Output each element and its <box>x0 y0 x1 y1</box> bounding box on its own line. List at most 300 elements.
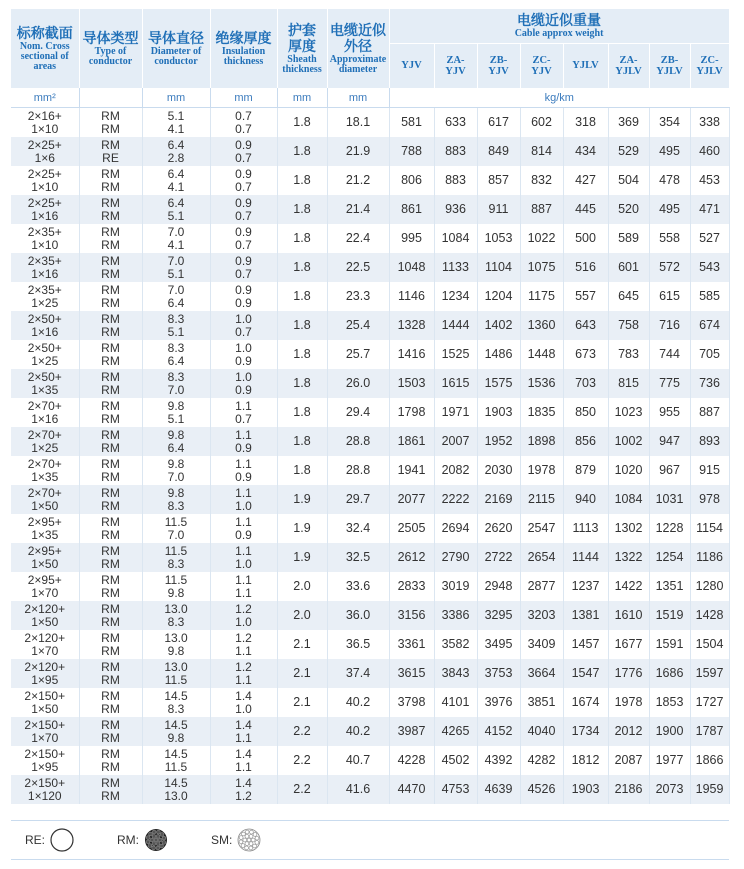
table-row <box>11 543 729 572</box>
cell-weight: 369 <box>608 108 649 138</box>
cell-type: RM RM <box>79 369 142 398</box>
cell-weight: 2694 <box>434 514 477 543</box>
cell-weight: 1504 <box>690 630 729 659</box>
cell-type: RM RM <box>79 485 142 514</box>
cell-area: 2×95+ 1×70 <box>11 572 79 601</box>
cell-weight: 1084 <box>608 485 649 514</box>
cell-area: 2×16+ 1×10 <box>11 108 79 138</box>
cell-cable-diameter: 32.5 <box>327 543 389 572</box>
cell-weight: 527 <box>690 224 729 253</box>
header-cable-weight: 电缆近似重量 Cable approx weight <box>389 9 729 43</box>
cell-weight: 783 <box>608 340 649 369</box>
cell-weight: 1402 <box>477 311 520 340</box>
cell-weight: 338 <box>690 108 729 138</box>
header-conductor-diameter: 导体直径 Diameter of conductor <box>142 9 210 88</box>
cell-weight: 1254 <box>649 543 690 572</box>
cell-weight: 516 <box>563 253 608 282</box>
header-weight-col: YJV <box>389 43 434 88</box>
cell-cable-diameter: 21.2 <box>327 166 389 195</box>
cell-cable-diameter: 37.4 <box>327 659 389 688</box>
cell-sheath: 2.2 <box>277 717 327 746</box>
table-row <box>11 659 729 688</box>
cell-weight: 633 <box>434 108 477 138</box>
cell-weight: 558 <box>649 224 690 253</box>
cell-weight: 4228 <box>389 746 434 775</box>
cell-weight: 887 <box>690 398 729 427</box>
cell-weight: 2654 <box>520 543 563 572</box>
cell-area: 2×70+ 1×50 <box>11 485 79 514</box>
cell-weight: 1084 <box>434 224 477 253</box>
cell-weight: 585 <box>690 282 729 311</box>
cell-weight: 4753 <box>434 775 477 804</box>
cell-weight: 3615 <box>389 659 434 688</box>
cell-weight: 1053 <box>477 224 520 253</box>
cell-sheath: 1.8 <box>277 137 327 166</box>
cell-weight: 2620 <box>477 514 520 543</box>
cell-weight: 318 <box>563 108 608 138</box>
cell-area: 2×35+ 1×16 <box>11 253 79 282</box>
table-row <box>11 427 729 456</box>
table-row <box>11 369 729 398</box>
cell-weight: 1978 <box>608 688 649 717</box>
cell-weight: 861 <box>389 195 434 224</box>
cell-weight: 1959 <box>690 775 729 804</box>
cell-cable-diameter: 26.0 <box>327 369 389 398</box>
cell-sheath: 1.8 <box>277 311 327 340</box>
cell-diameter: 13.0 11.5 <box>142 659 210 688</box>
cell-weight: 1610 <box>608 601 649 630</box>
table-row <box>11 224 729 253</box>
cell-type: RM RM <box>79 427 142 456</box>
cell-diameter: 11.5 8.3 <box>142 543 210 572</box>
cell-weight: 615 <box>649 282 690 311</box>
legend-re: RE: <box>25 821 75 859</box>
cell-weight: 2186 <box>608 775 649 804</box>
cell-weight: 850 <box>563 398 608 427</box>
cell-cable-diameter: 29.4 <box>327 398 389 427</box>
cell-diameter: 13.0 8.3 <box>142 601 210 630</box>
cell-diameter: 14.5 11.5 <box>142 746 210 775</box>
cell-weight: 1776 <box>608 659 649 688</box>
cell-weight: 1941 <box>389 456 434 485</box>
cell-weight: 893 <box>690 427 729 456</box>
table-row <box>11 688 729 717</box>
cell-weight: 883 <box>434 137 477 166</box>
table-row <box>11 340 729 369</box>
cell-weight: 1457 <box>563 630 608 659</box>
cell-weight: 1328 <box>389 311 434 340</box>
cell-weight: 617 <box>477 108 520 138</box>
cell-type: RM RM <box>79 108 142 138</box>
header-cable-diameter: 电缆近似 外径 Approximate diameter <box>327 9 389 88</box>
cell-weight: 504 <box>608 166 649 195</box>
cell-weight: 1798 <box>389 398 434 427</box>
cell-diameter: 7.0 4.1 <box>142 224 210 253</box>
cell-weight: 1903 <box>477 398 520 427</box>
cell-weight: 3495 <box>477 630 520 659</box>
cell-sheath: 2.1 <box>277 659 327 688</box>
cell-weight: 3987 <box>389 717 434 746</box>
cell-cable-diameter: 33.6 <box>327 572 389 601</box>
header-sheath-thickness: 护套 厚度 Sheath thickness <box>277 9 327 88</box>
cell-diameter: 9.8 7.0 <box>142 456 210 485</box>
cell-weight: 736 <box>690 369 729 398</box>
cell-weight: 775 <box>649 369 690 398</box>
cell-diameter: 5.1 4.1 <box>142 108 210 138</box>
cell-weight: 967 <box>649 456 690 485</box>
cell-cable-diameter: 40.2 <box>327 717 389 746</box>
cell-weight: 1898 <box>520 427 563 456</box>
header-nominal-area: 标称截面 Nom. Cross sectional of areas <box>11 9 79 88</box>
cell-diameter: 11.5 9.8 <box>142 572 210 601</box>
cell-cable-diameter: 28.8 <box>327 427 389 456</box>
cell-weight: 955 <box>649 398 690 427</box>
cell-weight: 2612 <box>389 543 434 572</box>
cell-area: 2×95+ 1×35 <box>11 514 79 543</box>
cell-weight: 1104 <box>477 253 520 282</box>
cell-weight: 1381 <box>563 601 608 630</box>
cell-weight: 2505 <box>389 514 434 543</box>
cell-type: RM RM <box>79 311 142 340</box>
table-row <box>11 485 729 514</box>
cell-weight: 3798 <box>389 688 434 717</box>
cell-area: 2×150+ 1×120 <box>11 775 79 804</box>
cell-type: RM RM <box>79 572 142 601</box>
cell-weight: 4265 <box>434 717 477 746</box>
cell-area: 2×150+ 1×70 <box>11 717 79 746</box>
cell-sheath: 1.9 <box>277 514 327 543</box>
cell-sheath: 1.8 <box>277 369 327 398</box>
unit-weight: kg/km <box>389 88 729 108</box>
cell-weight: 1734 <box>563 717 608 746</box>
cell-area: 2×150+ 1×50 <box>11 688 79 717</box>
cell-weight: 495 <box>649 137 690 166</box>
cell-weight: 1351 <box>649 572 690 601</box>
cell-weight: 602 <box>520 108 563 138</box>
cell-weight: 2030 <box>477 456 520 485</box>
stranded-compacted-conductor-icon <box>143 827 169 853</box>
cell-insulation: 1.0 0.9 <box>210 340 277 369</box>
cell-weight: 3295 <box>477 601 520 630</box>
header-weight-col: ZC- YJV <box>520 43 563 88</box>
cell-diameter: 6.4 4.1 <box>142 166 210 195</box>
header-insulation-thickness: 绝缘厚度 Insulation thickness <box>210 9 277 88</box>
cell-weight: 940 <box>563 485 608 514</box>
cell-type: RM RM <box>79 659 142 688</box>
cell-weight: 673 <box>563 340 608 369</box>
cell-area: 2×120+ 1×70 <box>11 630 79 659</box>
cell-weight: 1971 <box>434 398 477 427</box>
cell-weight: 857 <box>477 166 520 195</box>
cell-insulation: 1.4 1.1 <box>210 717 277 746</box>
cell-diameter: 14.5 13.0 <box>142 775 210 804</box>
cell-weight: 1075 <box>520 253 563 282</box>
cell-weight: 1903 <box>563 775 608 804</box>
cell-sheath: 2.1 <box>277 688 327 717</box>
unit-insulation: mm <box>210 88 277 108</box>
header-weight-col: ZA- YJLV <box>608 43 649 88</box>
table-row <box>11 137 729 166</box>
cell-weight: 716 <box>649 311 690 340</box>
cell-cable-diameter: 21.9 <box>327 137 389 166</box>
cell-weight: 3203 <box>520 601 563 630</box>
cell-weight: 978 <box>690 485 729 514</box>
cell-weight: 1525 <box>434 340 477 369</box>
cell-type: RM RM <box>79 398 142 427</box>
cell-weight: 814 <box>520 137 563 166</box>
cell-insulation: 1.0 0.9 <box>210 369 277 398</box>
cell-type: RM RM <box>79 166 142 195</box>
cell-weight: 1280 <box>690 572 729 601</box>
cell-area: 2×95+ 1×50 <box>11 543 79 572</box>
cell-weight: 1866 <box>690 746 729 775</box>
cell-weight: 3664 <box>520 659 563 688</box>
cell-weight: 1422 <box>608 572 649 601</box>
cell-weight: 3843 <box>434 659 477 688</box>
cell-weight: 3386 <box>434 601 477 630</box>
cell-area: 2×120+ 1×50 <box>11 601 79 630</box>
cell-sheath: 1.8 <box>277 166 327 195</box>
cell-weight: 1154 <box>690 514 729 543</box>
cell-weight: 4282 <box>520 746 563 775</box>
cell-weight: 1727 <box>690 688 729 717</box>
cell-area: 2×70+ 1×16 <box>11 398 79 427</box>
cell-weight: 3582 <box>434 630 477 659</box>
cell-weight: 703 <box>563 369 608 398</box>
cell-sheath: 1.8 <box>277 282 327 311</box>
cell-insulation: 1.1 1.0 <box>210 485 277 514</box>
cell-diameter: 8.3 6.4 <box>142 340 210 369</box>
solid-round-conductor-icon <box>49 827 75 853</box>
cell-weight: 705 <box>690 340 729 369</box>
cell-sheath: 2.2 <box>277 775 327 804</box>
cell-weight: 2222 <box>434 485 477 514</box>
cell-diameter: 8.3 5.1 <box>142 311 210 340</box>
conductor-legend <box>11 820 729 860</box>
cell-weight: 1048 <box>389 253 434 282</box>
table-row <box>11 601 729 630</box>
cell-weight: 2722 <box>477 543 520 572</box>
cell-weight: 453 <box>690 166 729 195</box>
cell-weight: 1853 <box>649 688 690 717</box>
cell-insulation: 1.0 0.7 <box>210 311 277 340</box>
cell-sheath: 1.8 <box>277 224 327 253</box>
cell-area: 2×70+ 1×25 <box>11 427 79 456</box>
cell-sheath: 1.8 <box>277 195 327 224</box>
cell-cable-diameter: 41.6 <box>327 775 389 804</box>
cell-insulation: 1.1 0.9 <box>210 456 277 485</box>
cell-weight: 572 <box>649 253 690 282</box>
table-row <box>11 456 729 485</box>
cell-weight: 1146 <box>389 282 434 311</box>
cell-insulation: 0.9 0.7 <box>210 224 277 253</box>
cell-insulation: 0.9 0.7 <box>210 137 277 166</box>
cell-weight: 1133 <box>434 253 477 282</box>
cell-sheath: 1.8 <box>277 108 327 138</box>
unit-diameter: mm <box>142 88 210 108</box>
cell-diameter: 6.4 2.8 <box>142 137 210 166</box>
cell-weight: 1575 <box>477 369 520 398</box>
cell-insulation: 1.1 0.9 <box>210 427 277 456</box>
cell-sheath: 1.8 <box>277 427 327 456</box>
table-row <box>11 253 729 282</box>
cell-insulation: 1.2 1.0 <box>210 601 277 630</box>
cell-weight: 1591 <box>649 630 690 659</box>
cell-type: RM RM <box>79 746 142 775</box>
cell-weight: 581 <box>389 108 434 138</box>
cell-insulation: 0.7 0.7 <box>210 108 277 138</box>
cell-weight: 2115 <box>520 485 563 514</box>
cell-cable-diameter: 29.7 <box>327 485 389 514</box>
cell-weight: 434 <box>563 137 608 166</box>
cell-weight: 3409 <box>520 630 563 659</box>
cell-weight: 1186 <box>690 543 729 572</box>
cell-weight: 4502 <box>434 746 477 775</box>
cell-cable-diameter: 21.4 <box>327 195 389 224</box>
cell-weight: 1835 <box>520 398 563 427</box>
cell-weight: 1597 <box>690 659 729 688</box>
cell-type: RM RM <box>79 456 142 485</box>
table-row <box>11 746 729 775</box>
cell-weight: 2790 <box>434 543 477 572</box>
cell-area: 2×50+ 1×25 <box>11 340 79 369</box>
cell-weight: 915 <box>690 456 729 485</box>
cell-weight: 1228 <box>649 514 690 543</box>
header-weight-col: YJLV <box>563 43 608 88</box>
cell-weight: 4101 <box>434 688 477 717</box>
cell-sheath: 1.8 <box>277 456 327 485</box>
cell-weight: 1360 <box>520 311 563 340</box>
unit-sheath: mm <box>277 88 327 108</box>
cell-weight: 2169 <box>477 485 520 514</box>
table-row <box>11 775 729 804</box>
cell-weight: 879 <box>563 456 608 485</box>
cell-insulation: 1.4 1.0 <box>210 688 277 717</box>
cell-insulation: 1.4 1.2 <box>210 775 277 804</box>
cell-diameter: 7.0 5.1 <box>142 253 210 282</box>
cell-cable-diameter: 40.2 <box>327 688 389 717</box>
cell-diameter: 13.0 9.8 <box>142 630 210 659</box>
cell-weight: 427 <box>563 166 608 195</box>
cell-weight: 4040 <box>520 717 563 746</box>
cell-sheath: 2.2 <box>277 746 327 775</box>
cell-weight: 788 <box>389 137 434 166</box>
cell-cable-diameter: 28.8 <box>327 456 389 485</box>
cell-weight: 1237 <box>563 572 608 601</box>
cell-weight: 1204 <box>477 282 520 311</box>
cell-area: 2×25+ 1×16 <box>11 195 79 224</box>
cell-weight: 744 <box>649 340 690 369</box>
header-weight-col: ZB- YJV <box>477 43 520 88</box>
cell-cable-diameter: 32.4 <box>327 514 389 543</box>
cell-weight: 2877 <box>520 572 563 601</box>
cell-weight: 3156 <box>389 601 434 630</box>
cell-sheath: 2.0 <box>277 601 327 630</box>
cell-diameter: 6.4 5.1 <box>142 195 210 224</box>
table-row <box>11 630 729 659</box>
cell-weight: 529 <box>608 137 649 166</box>
cell-weight: 1978 <box>520 456 563 485</box>
cell-insulation: 1.1 1.1 <box>210 572 277 601</box>
cell-weight: 4639 <box>477 775 520 804</box>
cell-weight: 557 <box>563 282 608 311</box>
cell-weight: 1175 <box>520 282 563 311</box>
table-row <box>11 108 729 138</box>
cell-weight: 849 <box>477 137 520 166</box>
cell-type: RM RM <box>79 543 142 572</box>
cell-type: RM RM <box>79 717 142 746</box>
cell-weight: 495 <box>649 195 690 224</box>
unit-area: mm² <box>11 88 79 108</box>
cell-area: 2×150+ 1×95 <box>11 746 79 775</box>
cell-sheath: 1.8 <box>277 340 327 369</box>
cell-insulation: 1.1 0.9 <box>210 514 277 543</box>
cell-weight: 995 <box>389 224 434 253</box>
cell-weight: 1536 <box>520 369 563 398</box>
cell-weight: 1812 <box>563 746 608 775</box>
cell-weight: 1900 <box>649 717 690 746</box>
cell-insulation: 1.2 1.1 <box>210 630 277 659</box>
cell-insulation: 1.1 1.0 <box>210 543 277 572</box>
cell-weight: 1416 <box>389 340 434 369</box>
cell-area: 2×35+ 1×25 <box>11 282 79 311</box>
cell-type: RM RM <box>79 253 142 282</box>
cell-weight: 3976 <box>477 688 520 717</box>
table-row <box>11 282 729 311</box>
cell-area: 2×120+ 1×95 <box>11 659 79 688</box>
legend-sm: SM: <box>211 821 262 859</box>
cell-weight: 4526 <box>520 775 563 804</box>
cell-weight: 1322 <box>608 543 649 572</box>
cell-weight: 1144 <box>563 543 608 572</box>
cell-weight: 1428 <box>690 601 729 630</box>
legend-rm: RM: <box>117 821 169 859</box>
cell-cable-diameter: 23.3 <box>327 282 389 311</box>
cell-sheath: 1.9 <box>277 543 327 572</box>
cell-weight: 1861 <box>389 427 434 456</box>
cell-weight: 543 <box>690 253 729 282</box>
cell-insulation: 0.9 0.7 <box>210 166 277 195</box>
cell-weight: 1519 <box>649 601 690 630</box>
cell-weight: 1503 <box>389 369 434 398</box>
cell-insulation: 1.2 1.1 <box>210 659 277 688</box>
cell-weight: 1023 <box>608 398 649 427</box>
cell-weight: 1031 <box>649 485 690 514</box>
cell-insulation: 1.4 1.1 <box>210 746 277 775</box>
cell-weight: 2073 <box>649 775 690 804</box>
cell-weight: 1615 <box>434 369 477 398</box>
cell-weight: 2087 <box>608 746 649 775</box>
cell-weight: 354 <box>649 108 690 138</box>
cell-area: 2×50+ 1×16 <box>11 311 79 340</box>
cell-weight: 2007 <box>434 427 477 456</box>
cell-weight: 1022 <box>520 224 563 253</box>
cell-weight: 1674 <box>563 688 608 717</box>
cell-cable-diameter: 25.4 <box>327 311 389 340</box>
cell-type: RM RM <box>79 195 142 224</box>
cell-diameter: 9.8 6.4 <box>142 427 210 456</box>
table-row <box>11 514 729 543</box>
cell-area: 2×35+ 1×10 <box>11 224 79 253</box>
cell-weight: 815 <box>608 369 649 398</box>
cell-weight: 2077 <box>389 485 434 514</box>
cell-type: RM RM <box>79 340 142 369</box>
cell-type: RM RM <box>79 514 142 543</box>
cell-weight: 758 <box>608 311 649 340</box>
cell-weight: 1686 <box>649 659 690 688</box>
cell-insulation: 1.1 0.7 <box>210 398 277 427</box>
table-row <box>11 166 729 195</box>
